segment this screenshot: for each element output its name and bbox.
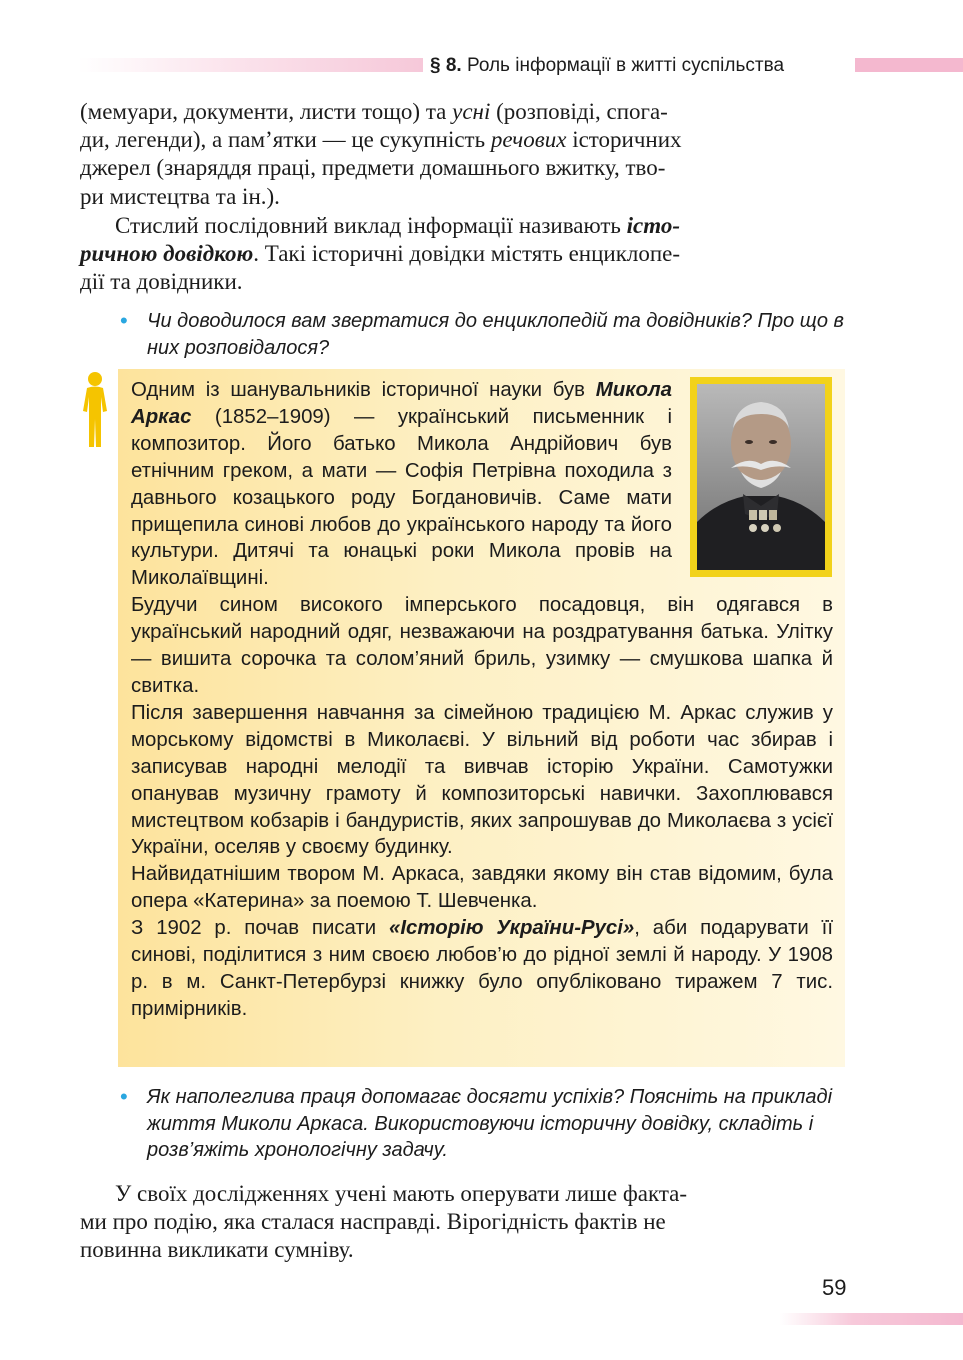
- section-title: Роль інформації в житті суспільства: [466, 55, 785, 76]
- running-header: [430, 53, 784, 79]
- question-block-1: [120, 308, 845, 361]
- header-decor-bar-right: [855, 58, 963, 72]
- biography-paragraph: Найвидатнішим твором М. Аркаса, завдяки якому він став відомим, була опера «Катерина» за поемою Т. Шевченка.: [131, 863, 833, 913]
- biography-paragraph: З 1902 р. почав писати «Історію України-Русі», аби подарувати її синові, поділитися з ним своєю любов’ю до рідної землі й народу. У 1908 р. в м. Санкт-Петербурзі книжку було опубліковано тиражем 7 тис. примірників.: [131, 917, 833, 1020]
- question-text: Як наполеглива праця допомагає досягти успіхів? Поясніть на прикладі життя Миколи Аркаса. Використовуючи історичну довідку, складіть і розв’яжіть хронологічну задачу.: [147, 1086, 833, 1161]
- biography-text: [131, 377, 833, 1023]
- footer-decor-bar: [780, 1313, 963, 1325]
- paragraph-sources: [80, 98, 845, 211]
- text-line: (мемуари, документи, листи тощо) та усні (розповіді, спога-: [80, 99, 668, 124]
- biography-paragraph: Одним із шанувальників історичної науки був Микола Аркас (1852–1909) — український письменник і композитор. Його батько Микола Андрійович був етнічним греком, а мати — Софія Петрівна походила з давнього козацького роду Богдановичів. Саме мати прищепила синові любов до українського народу та його культури. Дитячі та юнацькі роки Микола провів на Миколаївщині.: [131, 379, 672, 590]
- text-line: ричною довідкою. Такі історичні довідки містять енциклопе-: [80, 241, 681, 267]
- biography-paragraph: Будучи сином високого імперського посадовця, він одягався в український народний одяг, незважаючи на роздратування батька. Улітку — вишита сорочка та солом’яний бриль, узимку — смушкова шапка й свитка.: [131, 594, 833, 697]
- standing-person-icon: [77, 371, 113, 449]
- text-line: джерел (знаряддя праці, предмети домашнього вжитку, тво-: [80, 155, 666, 181]
- question-block-2: [120, 1084, 845, 1164]
- bullet-icon: •: [120, 308, 128, 333]
- text-line: ди, легенди), а пам’ятки — це сукупність речових історичних: [80, 127, 682, 153]
- text-line: повинна викликати сумніву.: [80, 1237, 354, 1263]
- person-name: Микола Аркас: [131, 379, 672, 428]
- paragraph-facts: [80, 1180, 845, 1265]
- biography-paragraph: Після завершення навчання за сімейною традицією М. Аркас служив у морському відомстві в Миколаєві. У вільний від роботи час збирав і записував народні мелодії та вивчав історію України. Самотужки опанував музичну грамоту й композиторські навички. Захоплювався мистецтвом кобзарів і бандуристів, яких запрошував до Миколаєва з усієї України, оселяв у своєму будинку.: [131, 701, 833, 859]
- text-line: ми про подію, яка сталася насправді. Вірогідність фактів не: [80, 1209, 666, 1235]
- text-line: ри мистецтва та ін.).: [80, 183, 280, 209]
- paragraph-definition: [80, 212, 845, 297]
- text-line: дії та довідники.: [80, 269, 243, 295]
- text-line: Стислий послідовний виклад інформації називають істо-: [115, 213, 681, 238]
- term-highlight: ричною довідкою: [80, 241, 254, 267]
- bullet-icon: •: [120, 1084, 128, 1109]
- page-number: 59: [822, 1275, 847, 1300]
- term-highlight: істо-: [626, 213, 681, 238]
- section-number: § 8.: [430, 55, 462, 76]
- question-text: Чи доводилося вам звертатися до енциклопедій та довідників? Про що в них розповідалося?: [147, 310, 844, 359]
- header-decor-bar-left: [78, 58, 423, 72]
- text-line: У своїх дослідженнях учені мають оперувати лише факта-: [115, 1181, 688, 1206]
- book-title: «Історію України-Русі»: [389, 917, 635, 940]
